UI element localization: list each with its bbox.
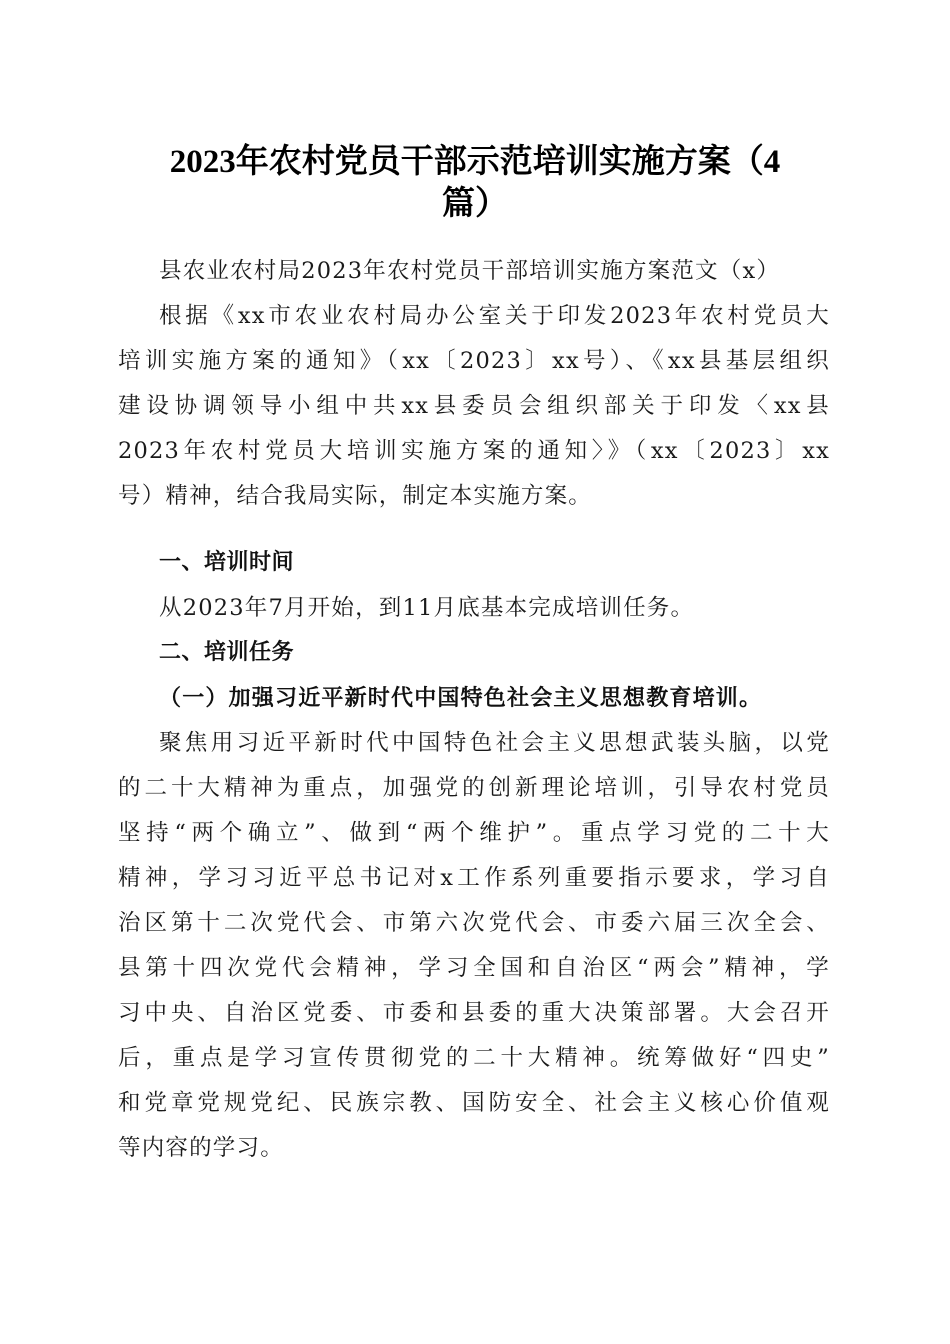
document-subtitle: 县农业农村局2023年农村党员干部培训实施方案范文（x） <box>159 258 781 284</box>
subsection-body-line: 坚持“两个确立”、做到“两个维护”。重点学习党的二十大 <box>118 820 830 846</box>
subsection-body-line: 精神，学习习近平总书记对x工作系列重要指示要求，学习自 <box>118 865 830 891</box>
intro-paragraph-line: 号）精神，结合我局实际，制定本实施方案。 <box>118 483 593 509</box>
section-heading-training-tasks: 二、培训任务 <box>159 640 295 665</box>
document-title-line-2: 篇） <box>442 186 508 222</box>
subsection-body-line: 县第十四次党代会精神，学习全国和自治区“两会”精神，学 <box>118 955 830 981</box>
subsection-body-line: 治区第十二次党代会、市第六次党代会、市委六届三次全会、 <box>118 910 830 936</box>
intro-paragraph-line: 根据《xx市农业农村局办公室关于印发2023年农村党员大 <box>159 303 830 329</box>
intro-paragraph-line: 建设协调领导小组中共xx县委员会组织部关于印发〈xx县 <box>118 393 830 419</box>
subsection-body-line: 的二十大精神为重点，加强党的创新理论培训，引导农村党员 <box>118 775 830 801</box>
intro-paragraph-line: 培训实施方案的通知》（xx〔2023〕xx号）、《xx县基层组织 <box>118 348 831 374</box>
section-heading-training-time: 一、培训时间 <box>159 550 295 575</box>
document-title-line-1: 2023年农村党员干部示范培训实施方案（4 <box>169 144 781 180</box>
subsection-body-line: 和党章党规党纪、民族宗教、国防安全、社会主义核心价值观 <box>118 1090 830 1116</box>
subsection-heading: （一）加强习近平新时代中国特色社会主义思想教育培训。 <box>159 685 763 711</box>
subsection-body-line: 后，重点是学习宣传贯彻党的二十大精神。统筹做好“四史” <box>118 1045 830 1071</box>
subsection-body-line: 习中央、自治区党委、市委和县委的重大决策部署。大会召开 <box>118 1000 830 1026</box>
subsection-body-line: 等内容的学习。 <box>118 1135 284 1161</box>
section-body-line: 从2023年7月开始，到11月底基本完成培训任务。 <box>159 595 695 621</box>
subsection-body-line: 聚焦用习近平新时代中国特色社会主义思想武装头脑，以党 <box>159 730 830 756</box>
intro-paragraph-line: 2023年农村党员大培训实施方案的通知〉》（xx〔2023〕xx <box>118 438 830 464</box>
